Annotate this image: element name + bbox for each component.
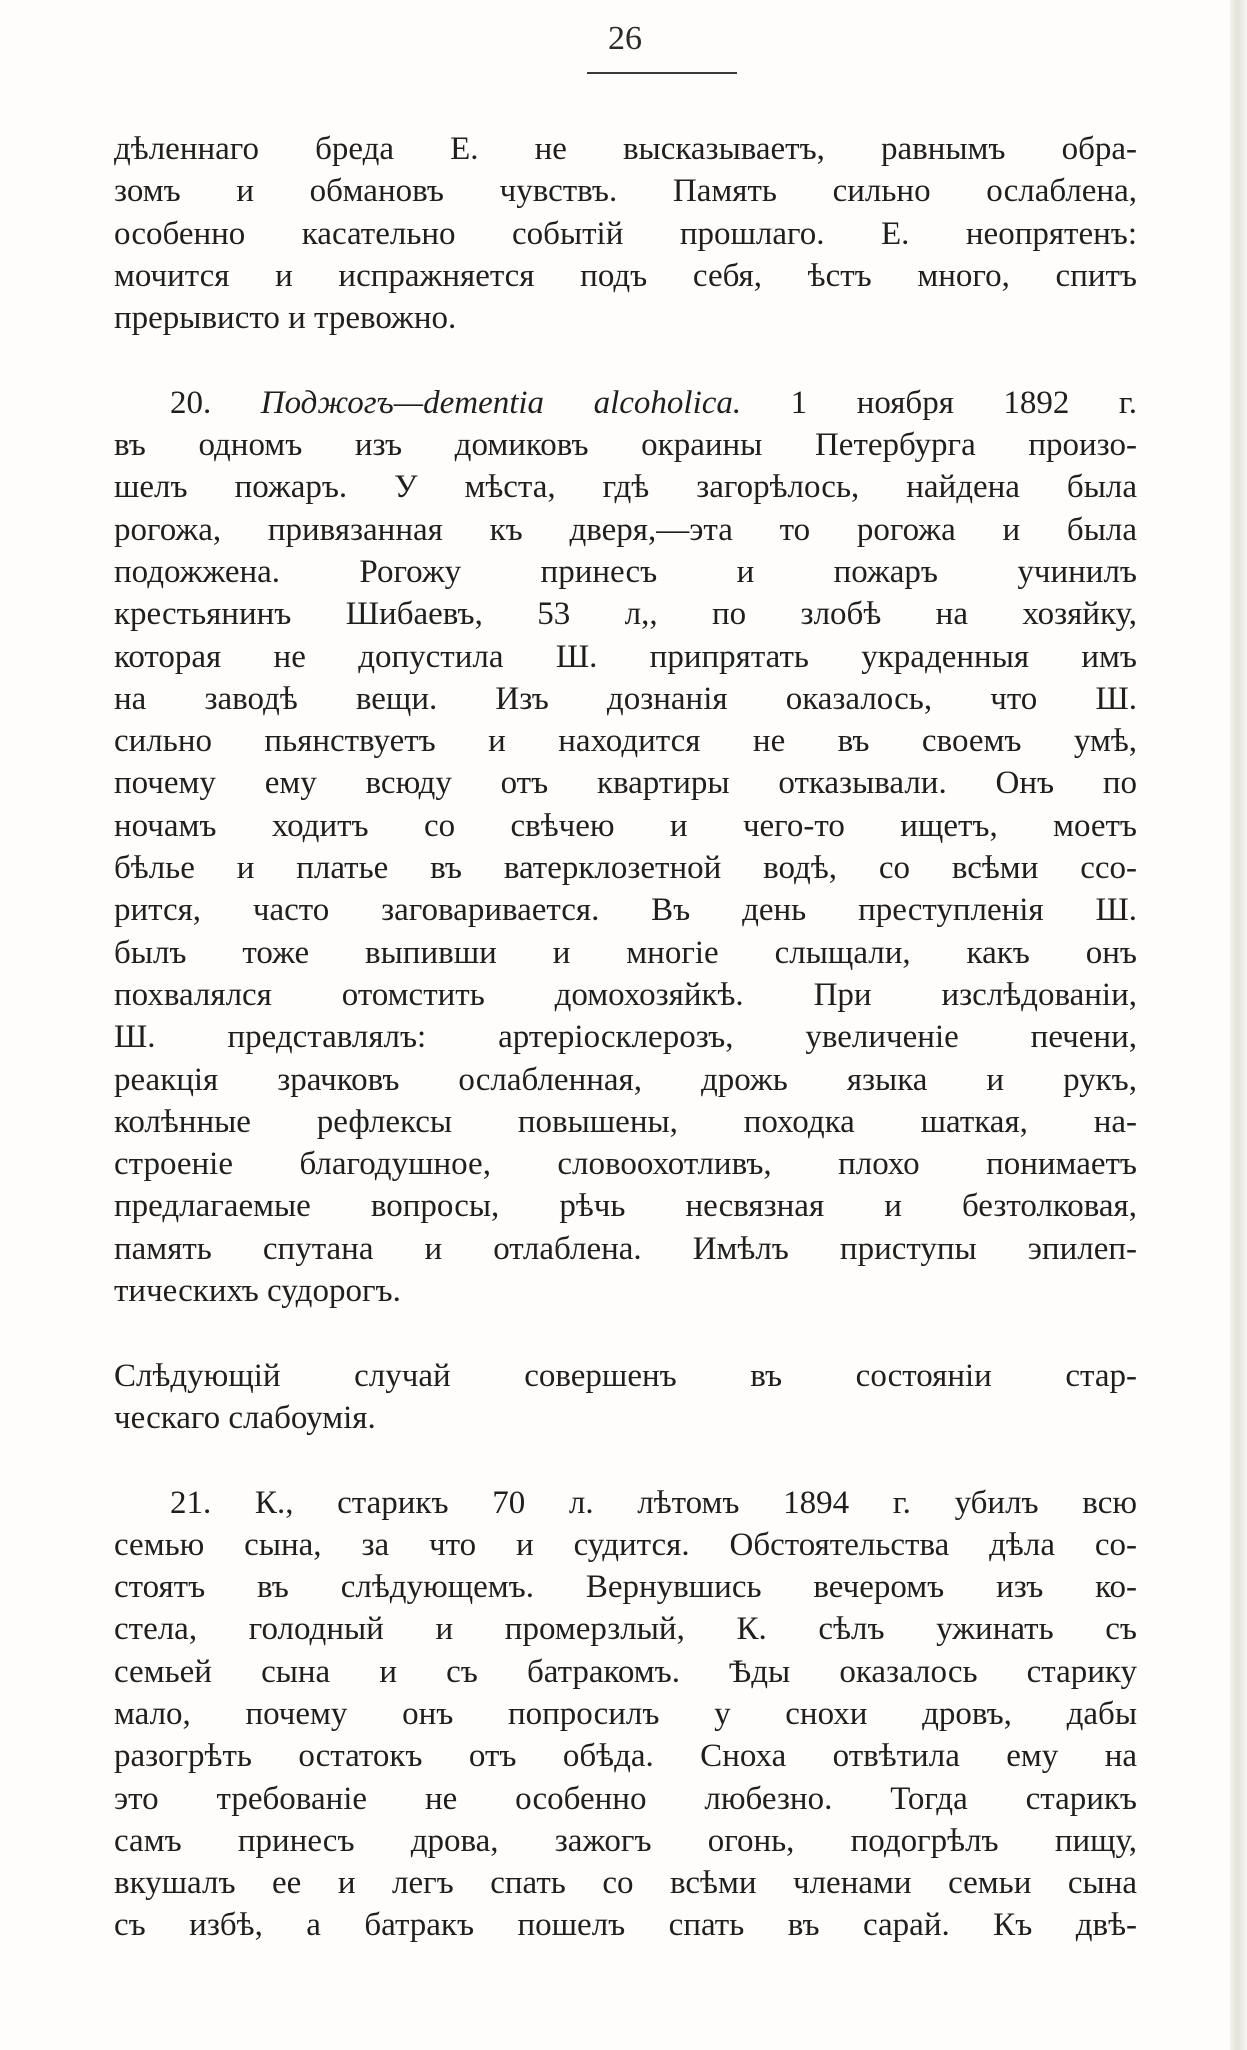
text-line: Ш. представлялъ: артеріосклерозъ, увеличеніе печени, xyxy=(114,1019,1137,1056)
text-line: бѣлье и платье въ ватерклозетной водѣ, со всѣми ссо- xyxy=(114,850,1137,887)
paragraph-21 xyxy=(114,1482,1137,1947)
text-line: шелъ пожаръ. У мѣста, гдѣ загорѣлось, найдена была xyxy=(114,469,1137,506)
paragraph-spacer xyxy=(114,1439,1137,1481)
paragraph-20 xyxy=(114,382,1137,1313)
text-line: семью сына, за что и судится. Обстоятельства дѣла со- xyxy=(114,1526,1137,1563)
text-line: рится, часто заговаривается. Въ день преступленія Ш. xyxy=(114,892,1137,929)
paragraph-19-continuation xyxy=(114,128,1137,339)
text-line: рогожа, привязанная къ дверя,—эта то рогожа и была xyxy=(114,511,1137,548)
text-line: мало, почему онъ попросилъ у снохи дровъ, дабы xyxy=(114,1695,1137,1732)
paragraph-spacer xyxy=(114,1312,1137,1354)
text-line: разогрѣть остатокъ отъ обѣда. Сноха отвѣтила ему на xyxy=(114,1738,1137,1775)
text-line: почему ему всюду отъ квартиры отказывали. Онъ по xyxy=(114,765,1137,802)
text-line: тическихъ судорогъ. xyxy=(114,1273,401,1310)
text-line: прерывисто и тревожно. xyxy=(114,300,457,337)
text-line: подожжена. Рогожу принесъ и пожаръ учинилъ xyxy=(114,553,1137,590)
case-number: 20. xyxy=(170,384,212,421)
transition-paragraph xyxy=(114,1355,1137,1440)
text-line: самъ принесъ дрова, зажогъ огонь, подогрѣлъ пищу, xyxy=(114,1822,1137,1859)
text-line: мочится и испражняется подъ себя, ѣстъ много, спитъ xyxy=(114,257,1137,294)
text-line: реакція зрачковъ ослабленная, дрожь языка и рукъ, xyxy=(114,1061,1137,1098)
text-line: стоятъ въ слѣдующемъ. Вернувшись вечеромъ изъ ко- xyxy=(114,1569,1137,1606)
text-line: на заводѣ вещи. Изъ дознанія оказалось, что Ш. xyxy=(114,680,1137,717)
page-number: 26 xyxy=(608,20,642,57)
text-line: строеніе благодушное, словоохотливъ, плохо понимаетъ xyxy=(114,1146,1137,1183)
text-line: похвалялся отомстить домохозяйкѣ. При изслѣдованіи, xyxy=(114,976,1137,1013)
text-line: Слѣдующій случай совершенъ въ состояніи стар- xyxy=(114,1357,1137,1394)
page-edge-shadow xyxy=(1230,0,1247,2050)
text-line: въ одномъ изъ домиковъ окраины Петербурга произо- xyxy=(114,427,1137,464)
page-number-rule xyxy=(587,72,737,74)
text-line: ческаго слабоумія. xyxy=(114,1399,376,1436)
text-line: крестьянинъ Шибаевъ, 53 л,, по злобѣ на хозяйку, xyxy=(114,596,1137,633)
text-line: съ избѣ, а батракъ пошелъ спать въ сарай. Къ двѣ- xyxy=(114,1907,1137,1944)
case-20-heading-line xyxy=(114,382,1137,424)
text-line: которая не допустила Ш. припрятать украденныя имъ xyxy=(114,638,1137,675)
text-line: стела, голодный и промерзлый, К. сѣлъ ужинать съ xyxy=(114,1611,1137,1648)
text-line: предлагаемые вопросы, рѣчь несвязная и безтолковая, xyxy=(114,1188,1137,1225)
case-title: Поджогъ—dementia alcoholica. xyxy=(260,384,742,421)
text-line: былъ тоже выпивши и многіе слыщали, какъ онъ xyxy=(114,934,1137,971)
text-line: вкушалъ ее и легъ спать со всѣми членами семьи сына xyxy=(114,1865,1137,1902)
text-line: зомъ и обмановъ чувствъ. Память сильно ослаблена, xyxy=(114,173,1137,210)
text-line: память спутана и отлаблена. Имѣлъ приступы эпилеп- xyxy=(114,1230,1137,1267)
text-line: это требованіе не особенно любезно. Тогда старикъ xyxy=(114,1780,1137,1817)
text-line: семьей сына и съ батракомъ. Ѣды оказалось старику xyxy=(114,1653,1137,1690)
text-line: особенно касательно событій прошлаго. Е. неопрятенъ: xyxy=(114,215,1137,252)
text-line: дѣленнаго бреда Е. не высказываетъ, равнымъ обра- xyxy=(114,131,1137,167)
case-21-first-line: 21. К., старикъ 70 л. лѣтомъ 1894 г. убилъ всю xyxy=(170,1484,1137,1521)
text-line: ночамъ ходитъ со свѣчею и чего-то ищетъ, моетъ xyxy=(114,807,1137,844)
text-line: сильно пьянствуетъ и находится не въ своемъ умѣ, xyxy=(114,723,1137,760)
page-body xyxy=(114,128,1137,1947)
text-line: колѣнные рефлексы повышены, походка шаткая, на- xyxy=(114,1103,1137,1140)
case-date: 1 ноября 1892 г. xyxy=(790,384,1137,421)
paragraph-spacer xyxy=(114,339,1137,381)
